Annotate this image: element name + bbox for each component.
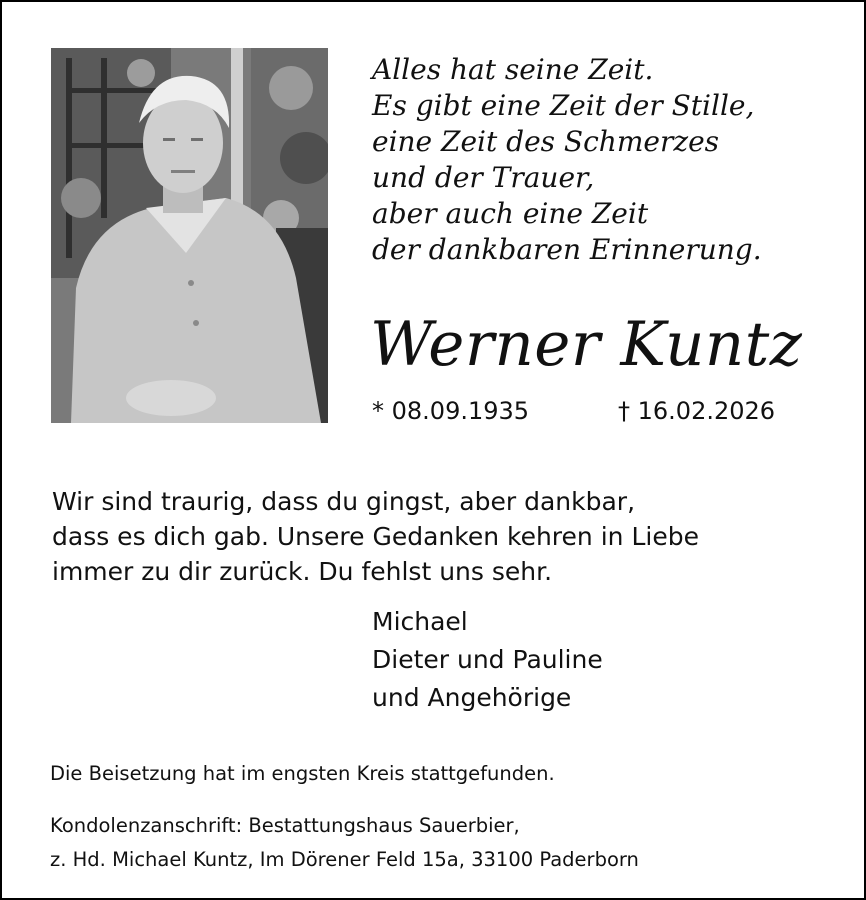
mourner-line: Dieter und Pauline bbox=[372, 645, 603, 674]
poem-line: Alles hat seine Zeit. bbox=[372, 53, 654, 86]
poem-line: Es gibt eine Zeit der Stille, bbox=[372, 89, 755, 122]
poem-line: aber auch eine Zeit bbox=[372, 197, 649, 230]
message-line: immer zu dir zurück. Du fehlst uns sehr. bbox=[52, 557, 553, 586]
condolence-line: z. Hd. Michael Kuntz, Im Dörener Feld 15a, 33100 Paderborn bbox=[50, 848, 639, 871]
mourners-list bbox=[372, 603, 603, 717]
birth-date: * 08.09.1935 bbox=[372, 397, 530, 425]
portrait-photo bbox=[51, 48, 328, 423]
life-dates bbox=[372, 396, 776, 426]
message-line: Wir sind traurig, dass du gingst, aber dankbar, bbox=[52, 487, 636, 516]
poem-line: eine Zeit des Schmerzes bbox=[372, 125, 720, 158]
burial-note: Die Beisetzung hat im engsten Kreis stattgefunden. bbox=[50, 762, 555, 785]
condolence-line: Kondolenzanschrift: Bestattungshaus Sauerbier, bbox=[50, 814, 520, 837]
farewell-message bbox=[52, 484, 699, 589]
poem-line: der dankbaren Erinnerung. bbox=[372, 233, 762, 266]
poem-line: und der Trauer, bbox=[372, 161, 595, 194]
message-line: dass es dich gab. Unsere Gedanken kehren in Liebe bbox=[52, 522, 699, 551]
poem bbox=[372, 52, 762, 268]
death-date: † 16.02.2026 bbox=[618, 397, 776, 425]
mourner-line: Michael bbox=[372, 607, 468, 636]
deceased-name: Werner Kuntz bbox=[370, 309, 803, 380]
mourner-line: und Angehörige bbox=[372, 683, 572, 712]
condolence-address bbox=[50, 809, 639, 877]
